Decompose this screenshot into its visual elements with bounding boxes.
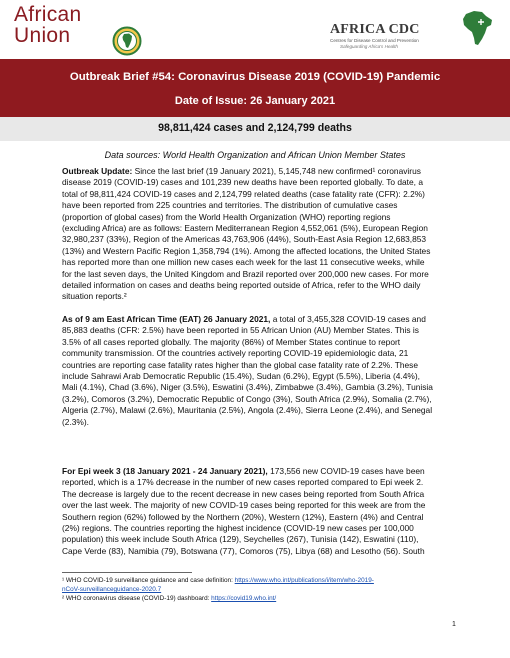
cdc-logo-tagline: Safeguarding Africa's Health: [340, 44, 398, 49]
paragraph-line: Cape Verde (83), Namibia (79), Botswana (77), Comoros (75), Libya (68) and Lesotho (56). South: [62, 545, 425, 556]
paragraph-line: Since the last brief (19 January 2021), 5,145,748 new confirmed¹ coronavirus: [132, 166, 421, 176]
footnote-1-link-continued[interactable]: nCoV-surveillanceguidance-2020.7: [62, 586, 162, 593]
paragraph-line: Southern region (62%) followed by the Northern (20%), Western (12%), Eastern (4%) and Central: [62, 511, 424, 522]
paragraph-line: have been reported from 225 countries and territories. The distribution of cumulative cases: [62, 200, 398, 211]
paragraph-line: (proportion of global cases) from the World Health Organization (WHO) reporting regions: [62, 211, 391, 222]
cdc-logo-title: AFRICA CDC: [330, 22, 420, 37]
paragraph-line: (2%) regions. The countries reporting the highest incidence (COVID-19 new cases per 100,000: [62, 522, 414, 533]
au-logo-line2: Union: [14, 24, 71, 47]
africa-map-icon: [460, 8, 496, 48]
paragraph-line: Mali (4.1%), Chad (3.6%), Niger (3.5%), Eswatini (3.4%), Zimbabwe (3.4%), Gambia (3.2%), Tunisia: [62, 382, 433, 393]
paragraph-line: community transmission. Of the countries actively reporting COVID-19 epidemiologic data, 21: [62, 348, 409, 359]
epi-week-paragraph: [62, 466, 461, 557]
footnote-2-text: ² WHO coronavirus disease (COVID-19) dashboard:: [62, 595, 212, 602]
paragraph-line: for the last seven days, the United Kingdom and Brazil reported over 200,000 new cases. For more: [62, 268, 429, 279]
paragraph-lead: For Epi week 3 (18 January 2021 - 24 January 2021),: [62, 466, 268, 476]
paragraph-line: (excluding Africa) are as follows: Eastern Mediterranean Region 4,552,061 (5%), European Region: [62, 222, 428, 233]
paragraph-line: 85,883 deaths (CFR: 2.5%) have been reported in 55 African Union (AU) Member States. This is: [62, 325, 419, 336]
paragraph-line: 173,556 new COVID-19 cases have been: [267, 466, 425, 476]
global-summary: 98,811,424 cases and 2,124,799 deaths: [158, 122, 352, 134]
paragraph-line: population) this week include South Africa (129), Seychelles (267), Tunisia (142), Eswatini (110),: [62, 534, 419, 545]
paragraph-line: The decrease is largely due to the recent decrease in new cases being reported from South Africa: [62, 488, 425, 499]
paragraph-line: detailed information on cases and deaths being reported outside of Africa, refer to the WHO daily: [62, 279, 421, 290]
paragraph-line: (3.2%), Comoros (3.2%), Democratic Republic of Congo (3%), South Africa (2.9%), Somalia (2.7%),: [62, 393, 432, 404]
brief-title: Outbreak Brief #54: Coronavirus Disease 2019 (COVID-19) Pandemic: [69, 71, 441, 83]
paragraph-line: (13%) and Western Pacific Region 1,358,794 (1%). Among the affected locations, the United States: [62, 245, 431, 256]
title-banner: [0, 59, 510, 117]
footnote-1-link[interactable]: https://www.who.int/publications/i/item/who-2019-: [234, 577, 374, 584]
paragraph-line: 32,980,237 (33%), Region of the Americas 43,763,906 (44%), South-East Asia Region 12,683,853: [62, 234, 427, 245]
african-union-logo: [14, 4, 164, 56]
footnote-2-link[interactable]: https://covid19.who.int/: [211, 595, 277, 602]
paragraph-line: total of 98,811,424 COVID-19 cases and 2,124,799 related deaths (case fatality rate (CFR): 2.2%): [62, 188, 425, 199]
africa-cdc-logo: [330, 8, 500, 58]
paragraph-line: Algeria (2.7%), Malawi (2.6%), Mauritania (2.5%), Angola (2.4%), Sierra Leone (2.4%), and Senegal: [62, 405, 433, 416]
au-emblem-icon: [112, 26, 142, 56]
footnote-divider: [62, 572, 192, 573]
paragraph-line: disease 2019 (COVID-19) cases and 101,239 new deaths have been reported globally. To date, a: [62, 177, 423, 188]
paragraph-line: situation reports.²: [62, 291, 127, 302]
paragraph-lead: Outbreak Update:: [62, 166, 133, 176]
page-number: 1: [452, 621, 456, 628]
paragraph-line: include Sahrawi Arab Democratic Republic (15.4%), Sudan (6.2%), Egypt (5.5%), Liberia (4.4%),: [62, 370, 420, 381]
summary-box: [0, 117, 510, 141]
paragraph-line: reported, which is a 17% decrease in the number of new cases reported compared to Epi week 2.: [62, 477, 424, 488]
data-sources-note: Data sources: World Health Organization and African Union Member States: [104, 150, 406, 160]
footnote-1-text: ¹ WHO COVID-19 surveillance guidance and case definition:: [62, 577, 235, 584]
paragraph-line: countries are reporting case fatality rates higher than the global case fatality rate of 2.2%. These: [62, 359, 418, 370]
paragraph-line: over the last week. The majority of new COVID-19 cases being reported for this week are from the: [62, 500, 426, 511]
paragraph-line: (2.3%).: [62, 416, 89, 427]
paragraph-lead: As of 9 am East African Time (EAT) 26 January 2021,: [62, 314, 271, 324]
footnotes: [62, 576, 462, 603]
cdc-logo-subtitle: Centres for Disease Control and Prevention: [330, 38, 419, 43]
paragraph-line: a total of 3,455,328 COVID-19 cases and: [270, 314, 426, 324]
paragraph-line: 3.5% of all cases reported globally. The majority (86%) of Member States continue to report: [62, 336, 401, 347]
outbreak-update-paragraph: [62, 166, 461, 303]
paragraph-line: has reported more than one million new cases each week for the last 11 consecutive weeks, while: [62, 257, 425, 268]
au-logo-line1: African: [14, 3, 82, 26]
au-member-states-paragraph: [62, 314, 461, 428]
african-union-wordmark: [14, 4, 81, 46]
issue-date: Date of Issue: 26 January 2021: [174, 95, 336, 107]
